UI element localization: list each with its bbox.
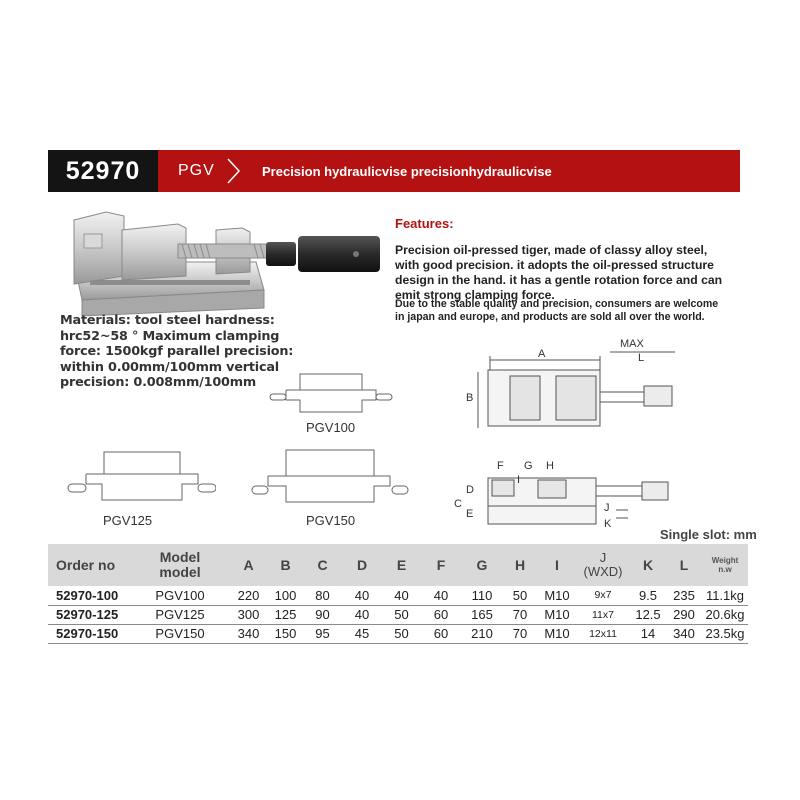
profile-pgv100-drawing xyxy=(268,370,393,420)
header-c: C xyxy=(317,557,328,573)
cell-a: 300 xyxy=(237,607,260,622)
dim-label-l: L xyxy=(638,352,645,364)
dim-label-k: K xyxy=(604,518,612,530)
header-d: D xyxy=(356,557,368,573)
header-a: A xyxy=(243,557,254,573)
dim-label-b: B xyxy=(466,392,474,404)
cell-j: 11x7 xyxy=(592,608,614,621)
profile-pgv150-label: PGV150 xyxy=(306,513,356,528)
table-row xyxy=(48,586,748,605)
cell-e: 50 xyxy=(394,607,409,622)
cell-b: 150 xyxy=(274,626,297,641)
dim-label-g: G xyxy=(524,460,533,472)
header-weight-line1: Weight xyxy=(711,556,739,565)
cell-a: 220 xyxy=(237,587,260,603)
materials-text: Materials: tool steel hardness: hrc52~58 ° Maximum clamping force: 1500kgf parallel precision: within 0.00mm/100mm vertical precision: 0.008mm/100mm xyxy=(60,313,294,390)
cell-f: 40 xyxy=(433,587,449,603)
header-weight-line2: n.w xyxy=(718,565,732,574)
header-j xyxy=(576,544,630,586)
dim-label-j: J xyxy=(604,502,610,514)
header-f: F xyxy=(436,557,446,573)
features-paragraph-1: Precision oil-pressed tiger, made of classy alloy steel, with good precision. it adopts the oil-pressed structure design in the hand. it has a gentle rotation force and can emit strong clamping force. xyxy=(395,243,723,302)
spec-table xyxy=(48,544,748,644)
cell-d: 40 xyxy=(354,587,370,603)
cell-c: 90 xyxy=(315,607,330,622)
dim-label-d: D xyxy=(466,484,474,496)
dim-label-i: I xyxy=(517,474,521,486)
cell-b: 100 xyxy=(274,587,297,603)
profile-pgv150-drawing xyxy=(250,446,410,510)
dim-label-h: H xyxy=(546,460,554,472)
header-j-line2: (WXD) xyxy=(583,564,623,579)
table-row xyxy=(48,605,748,624)
cell-c: 80 xyxy=(315,587,330,603)
header-model-line2: model xyxy=(159,564,201,580)
cell-d: 40 xyxy=(354,607,370,622)
header-e: E xyxy=(396,557,407,573)
cell-b: 125 xyxy=(274,607,297,622)
dim-label-f: F xyxy=(497,460,504,472)
cell-order-no: 52970-125 xyxy=(56,607,119,622)
cell-k: 12.5 xyxy=(635,607,661,622)
chevron-right-icon xyxy=(226,158,242,184)
cell-i: M10 xyxy=(544,626,570,641)
product-code: 52970 xyxy=(48,150,158,192)
cell-i: M10 xyxy=(544,587,570,603)
cell-g: 210 xyxy=(471,626,493,641)
cell-e: 40 xyxy=(394,587,409,603)
profile-pgv125-drawing xyxy=(66,448,216,508)
header-k: K xyxy=(642,557,654,573)
features-paragraph-2: Due to the stable quality and precision, consumers are welcome in japan and europe, and products are sold all over the world. xyxy=(395,298,719,323)
cell-model: PGV100 xyxy=(155,587,205,603)
header-weight xyxy=(702,544,748,586)
cell-weight: 20.6kg xyxy=(705,607,745,622)
header-model-line1: Model xyxy=(159,549,201,565)
cell-d: 45 xyxy=(354,626,370,641)
cell-weight: 11.1kg xyxy=(705,587,745,603)
header-l: L xyxy=(679,557,689,573)
cell-g: 165 xyxy=(471,607,493,622)
header-b: B xyxy=(280,557,291,573)
dim-label-a: A xyxy=(538,348,546,360)
cell-model: PGV125 xyxy=(155,607,205,622)
cell-h: 50 xyxy=(512,587,528,603)
cell-order-no: 52970-100 xyxy=(56,587,119,603)
profile-pgv100-label: PGV100 xyxy=(306,420,356,435)
cell-l: 290 xyxy=(673,607,695,622)
cell-c: 95 xyxy=(315,626,330,641)
cell-model: PGV150 xyxy=(155,626,205,641)
cell-l: 340 xyxy=(673,626,695,641)
header-h: H xyxy=(514,557,526,573)
header-i: I xyxy=(555,557,559,573)
cell-j: 12x11 xyxy=(589,627,617,640)
cell-l: 235 xyxy=(673,587,695,603)
features-title: Features: xyxy=(395,216,454,231)
cell-g: 110 xyxy=(471,587,493,603)
cell-k: 14 xyxy=(640,626,656,641)
dim-label-max: MAX xyxy=(620,338,644,350)
header-model xyxy=(130,544,230,586)
vise-product-photo xyxy=(66,200,386,320)
table-header-row xyxy=(48,544,748,586)
profile-pgv125-label: PGV125 xyxy=(103,513,153,528)
cell-i: M10 xyxy=(544,607,570,622)
cell-f: 60 xyxy=(433,607,449,622)
cell-j: 9x7 xyxy=(594,589,612,602)
side-view-drawing xyxy=(466,462,686,542)
cell-f: 60 xyxy=(433,626,449,641)
dim-label-e: E xyxy=(466,508,474,520)
cell-h: 70 xyxy=(512,626,528,641)
cell-h: 70 xyxy=(512,607,528,622)
single-slot-unit-note: Single slot: mm xyxy=(660,527,757,542)
cell-a: 340 xyxy=(237,626,260,641)
cell-weight: 23.5kg xyxy=(705,626,745,641)
header-g: G xyxy=(476,557,488,573)
header-order-no: Order no xyxy=(56,557,116,573)
cell-e: 50 xyxy=(394,626,409,641)
header-j-line1: J xyxy=(599,550,607,565)
series-label: PGV xyxy=(178,162,215,179)
dim-label-c: C xyxy=(454,498,462,510)
cell-k: 9.5 xyxy=(638,587,658,603)
cell-order-no: 52970-150 xyxy=(56,626,119,641)
banner-subtitle: Precision hydraulicvise precisionhydraulicvise xyxy=(262,163,552,179)
table-row xyxy=(48,624,748,643)
top-view-drawing xyxy=(470,340,690,440)
